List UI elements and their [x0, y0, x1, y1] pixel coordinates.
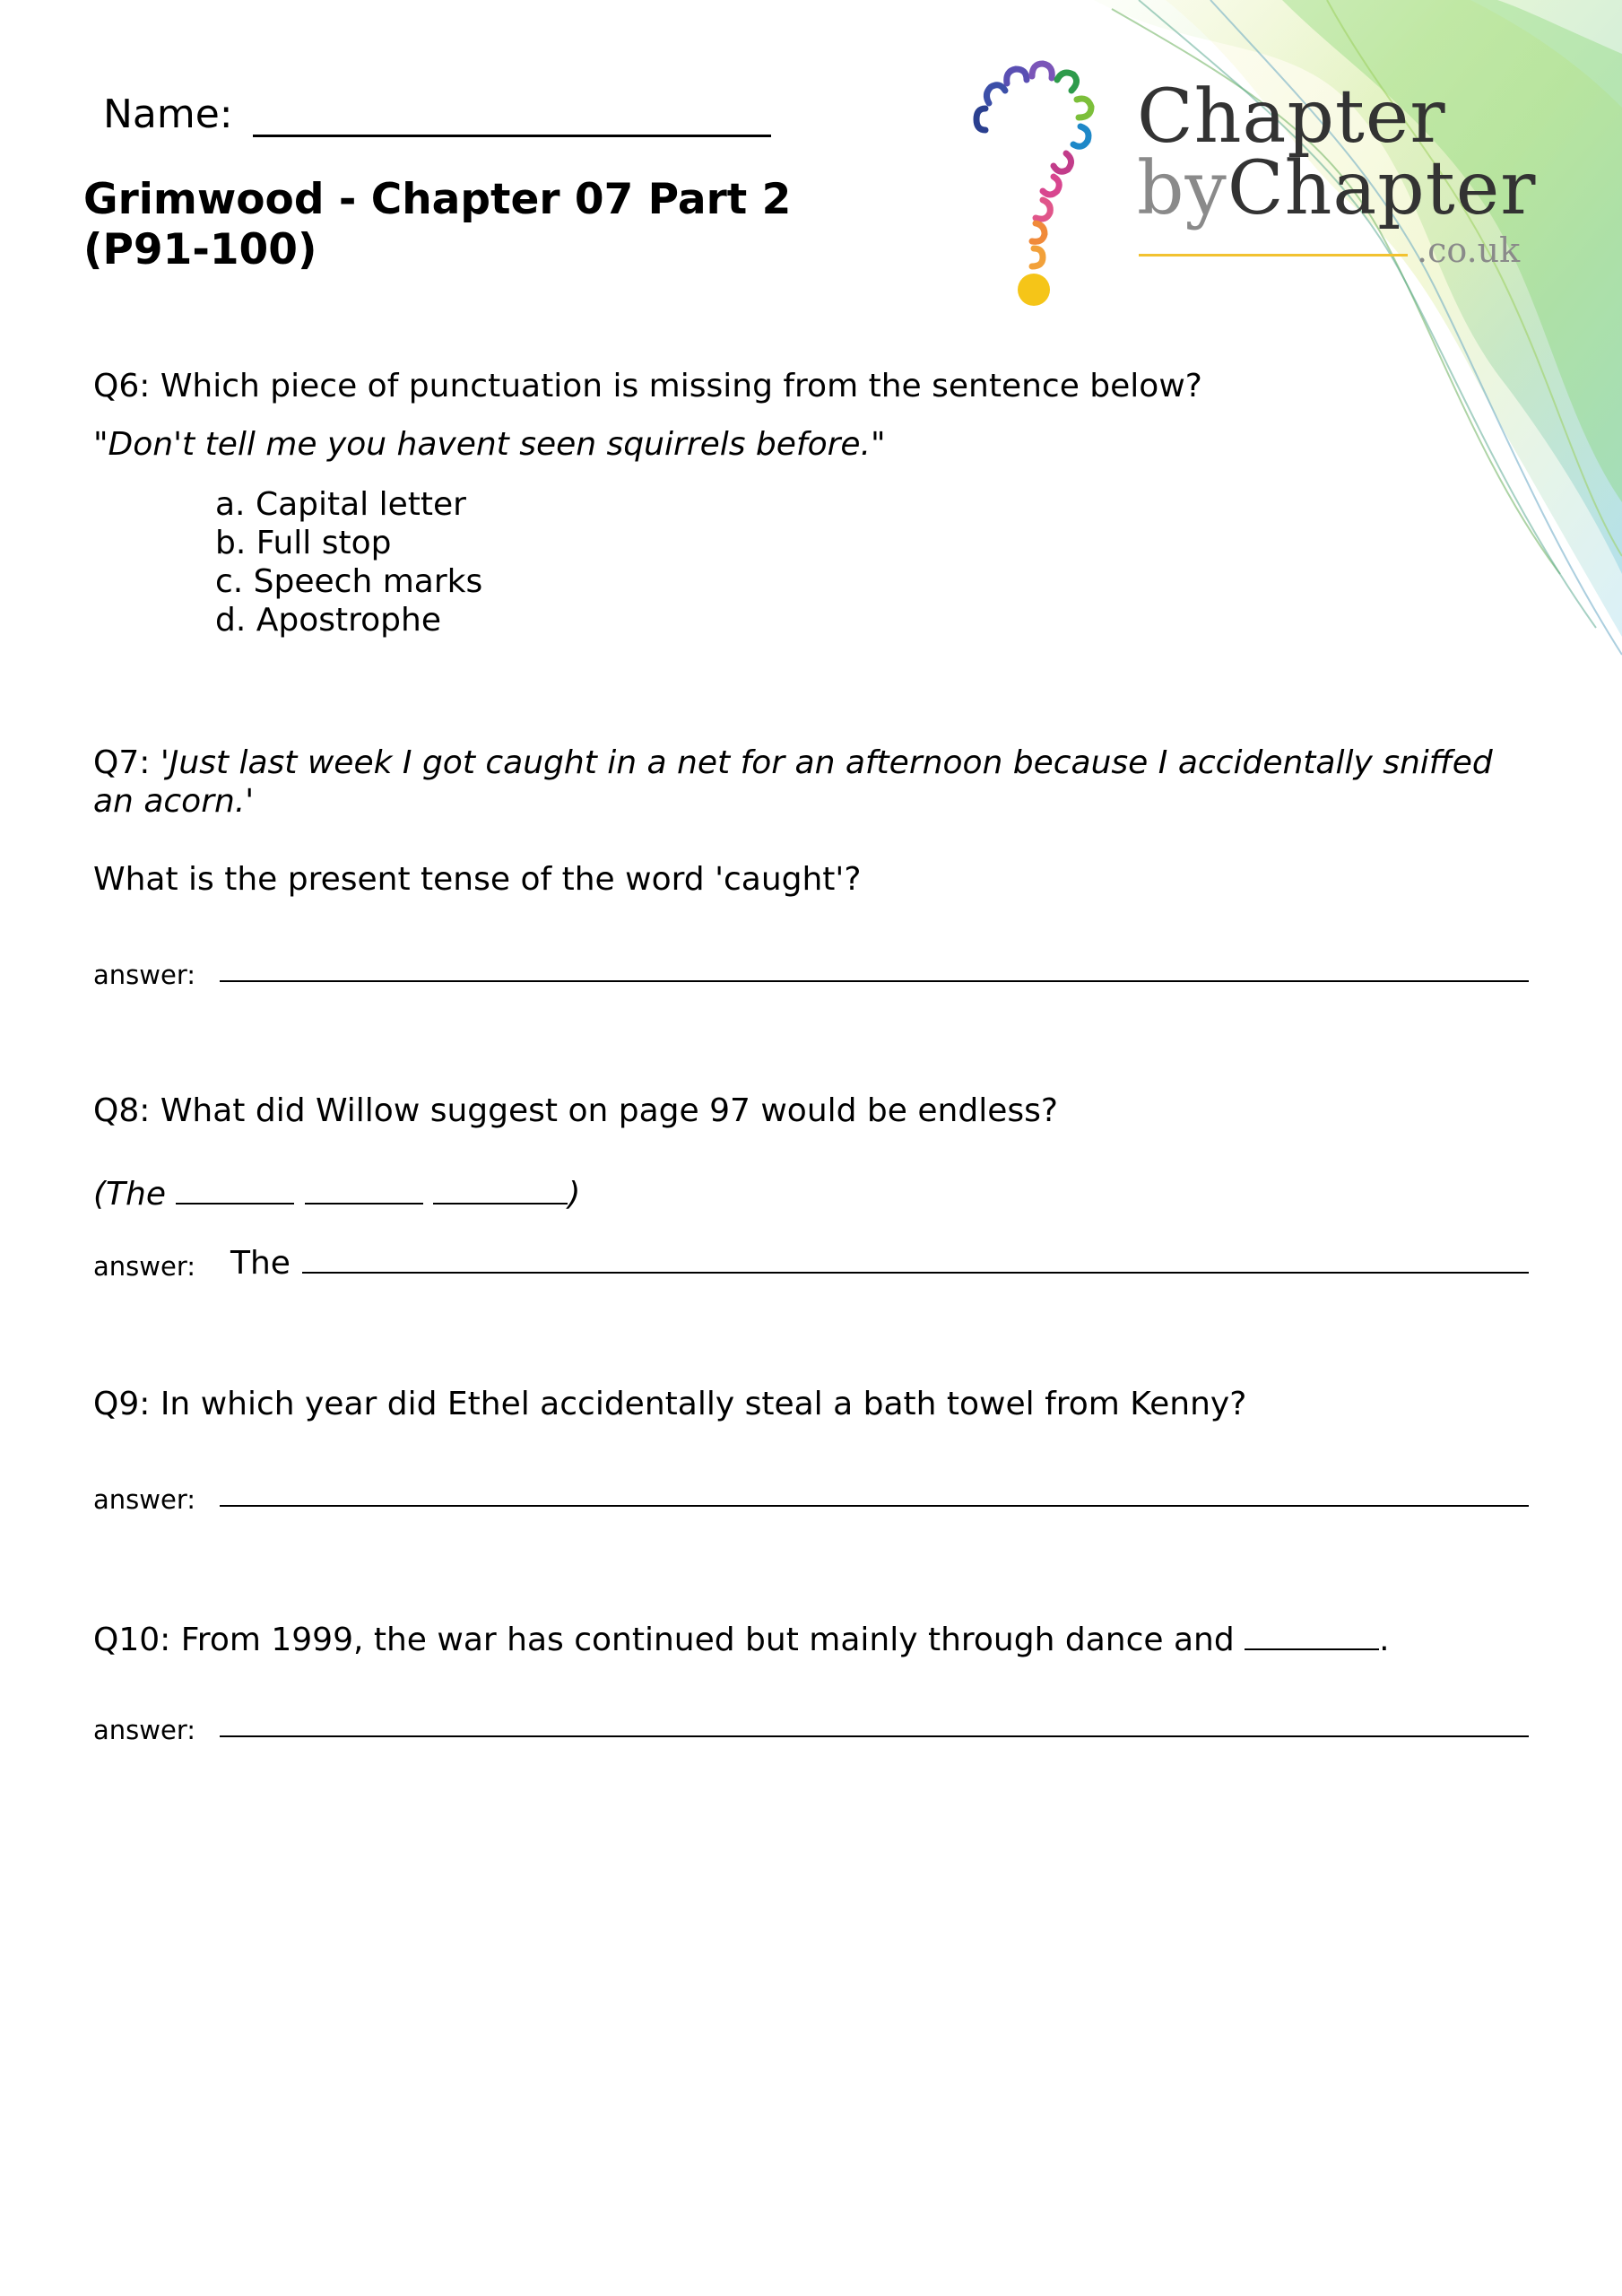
q8-prompt: Q8: What did Willow suggest on page 97 would be endless? [93, 1092, 1058, 1129]
question-mark-books-icon [964, 49, 1125, 318]
q10-answer-label: answer: [93, 1715, 196, 1745]
q6-option-b[interactable]: b. Full stop [215, 525, 392, 561]
q6-option-a[interactable]: a. Capital letter [215, 486, 466, 523]
q7-quote-text: 'Just last week I got caught in a net for an afternoon because I accidentally sniffed [160, 744, 1493, 781]
q10-prompt-end: . [1379, 1622, 1390, 1658]
q10-prompt-row [93, 1616, 1390, 1658]
q8-answer-prefix: The [230, 1245, 291, 1282]
logo-word-chapter-2: Chapter [1227, 146, 1537, 231]
name-blank-line[interactable] [253, 90, 771, 137]
logo-word-chapter: Chapter [1137, 74, 1446, 160]
q6-option-d[interactable]: d. Apostrophe [215, 602, 441, 639]
q9-answer-label: answer: [93, 1484, 196, 1515]
q8-hint-open: (The [93, 1176, 166, 1213]
q8-hint-blank-3 [433, 1170, 568, 1205]
logo-domain-suffix: .co.uk [1417, 230, 1521, 270]
q7-answer-line[interactable] [220, 980, 1529, 982]
q6-option-c[interactable]: c. Speech marks [215, 563, 483, 600]
q9-answer-line[interactable] [220, 1505, 1529, 1507]
title-line-1: Grimwood - Chapter 07 Part 2 [83, 175, 792, 224]
logo-word-by: by [1137, 146, 1227, 231]
q8-answer-line[interactable] [302, 1272, 1529, 1274]
logo-word-bychapter [1137, 146, 1537, 231]
q7-answer-label: answer: [93, 960, 196, 990]
q9-prompt: Q9: In which year did Ethel accidentally steal a bath towel from Kenny? [93, 1386, 1247, 1422]
logo-underline [1139, 254, 1408, 257]
title-line-2: (P91-100) [83, 225, 317, 274]
q7-label: Q7: [93, 744, 151, 781]
q8-hint [93, 1170, 580, 1213]
name-field-row [103, 90, 771, 137]
q7-quote-line-1 [93, 744, 1493, 781]
q7-quote-line-2: an acorn.' [93, 783, 255, 820]
q6-prompt: Q6: Which piece of punctuation is missing from the sentence below? [93, 368, 1202, 404]
q7-prompt: What is the present tense of the word 'caught'? [93, 861, 862, 898]
q8-hint-blank-1 [176, 1170, 294, 1205]
q8-answer-label: answer: [93, 1251, 196, 1282]
q10-inline-blank [1245, 1616, 1379, 1650]
worksheet-title [83, 175, 890, 275]
q6-sentence: "Don't tell me you havent seen squirrels before." [93, 426, 886, 463]
q8-hint-close: ) [568, 1176, 581, 1213]
q10-prompt: Q10: From 1999, the war has continued but mainly through dance and [93, 1622, 1235, 1658]
name-label: Name: [103, 91, 233, 137]
q8-hint-blank-2 [305, 1170, 423, 1205]
q10-answer-line[interactable] [220, 1735, 1529, 1737]
